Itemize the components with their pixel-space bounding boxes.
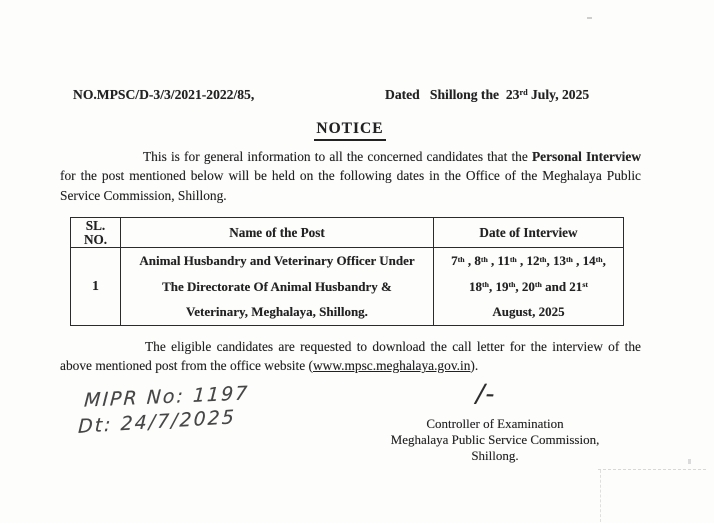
post-name-line: The Directorate Of Animal Husbandry & (162, 278, 392, 294)
signature-mark: /- (475, 378, 496, 409)
handwritten-note-line1: MIPR No: 1197 (83, 382, 250, 412)
interview-date-line: 18th, 19th, 20th and 21st (469, 278, 588, 294)
post-name-line: Veterinary, Meghalaya, Shillong. (186, 304, 368, 319)
col-header-post-name: Name of the Post (121, 218, 434, 248)
interview-date-line: August, 2025 (492, 304, 565, 319)
table-header-row (71, 218, 624, 248)
sl-no-cell: 1 (71, 248, 121, 326)
scan-speck (688, 459, 691, 464)
post-name-cell (121, 248, 434, 326)
interview-date-cell (434, 248, 624, 326)
interview-schedule-table (70, 217, 624, 326)
col-header-sl-no: SL. NO. (71, 218, 121, 248)
table-row (71, 248, 624, 326)
post-name-line: Animal Husbandry and Veterinary Officer Under (139, 253, 415, 268)
reference-number: NO.MPSC/D-3/3/2021-2022/85, (73, 87, 255, 102)
scan-noise-line-vertical (600, 470, 601, 522)
signatory-designation: Controller of Examination (426, 416, 564, 431)
notice-title-wrap (60, 120, 640, 141)
signature-block (365, 416, 625, 463)
handwritten-note-line2: Dt: 24/7/2025 (77, 406, 237, 438)
scan-noise-line-horizontal (598, 469, 706, 470)
signatory-organisation: Meghalaya Public Service Commission, (390, 431, 600, 447)
date-line: Dated Shillong the 23rd July, 2025 (385, 87, 590, 102)
interview-date-line: 7th , 8th , 11th , 12th, 13th , 14th, (451, 253, 606, 268)
reference-row (0, 87, 714, 107)
notice-title: NOTICE (314, 120, 385, 141)
scan-speck (587, 17, 592, 19)
col-header-interview-date: Date of Interview (434, 218, 624, 248)
signatory-place: Shillong. (471, 447, 519, 463)
intro-paragraph: This is for general information to all the concerned candidates that the Personal Interview for the post mentioned below will be held on the following dates in the Office of the Meghalaya Public Service Commission, Shillong. (60, 149, 641, 203)
call-letter-paragraph: The eligible candidates are requested to download the call letter for the interview of the above mentioned post from the office website (www.mpsc.meghalaya.gov.in). (60, 339, 641, 374)
